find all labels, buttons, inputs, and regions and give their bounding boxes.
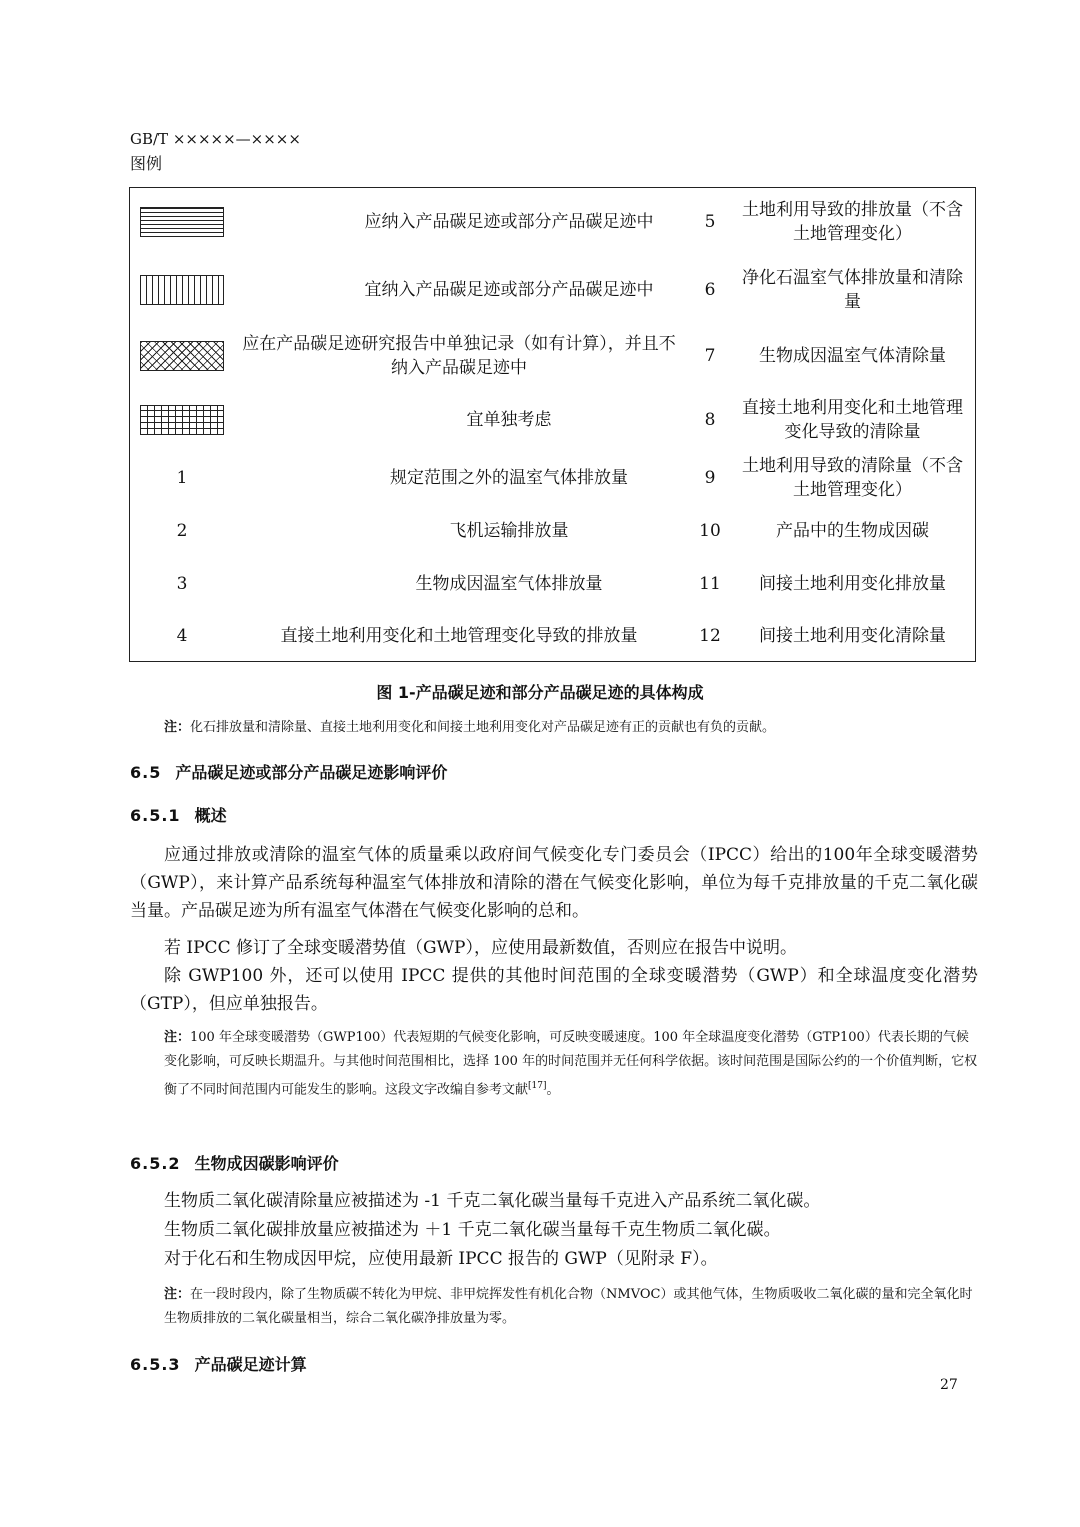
legend-right-text: 土地利用导致的清除量（不含土地管理变化） <box>742 456 963 500</box>
paragraph: 生物质二氧化碳排放量应被描述为 ＋1 千克二氧化碳当量每千克生物质二氧化碳。 <box>164 1220 781 1240</box>
section-number: 6.5.1 <box>130 806 181 825</box>
paragraph: 应通过排放或清除的温室气体的质量乘以政府间气候变化专门委员会（IPCC）给出的100年全球变暖潜势（GWP），来计算产品系统每种温室气体排放和清除的潜在气候变化影响，单位为每千克排放量的千克二氧化碳当量。产品碳足迹为所有温室气体潜在气候变化影响的总和。 <box>130 845 978 921</box>
standard-id: GB/T ×××××—×××× <box>130 130 301 148</box>
section-note <box>164 1026 978 1102</box>
note-label: 注： <box>164 720 191 735</box>
legend-title: 图例 <box>130 154 163 173</box>
legend-row <box>130 504 975 558</box>
grid-pattern-icon <box>140 405 224 435</box>
legend-number: 8 <box>704 410 716 430</box>
legend-description: 宜纳入产品碳足迹或部分产品碳足迹中 <box>364 280 654 300</box>
note-text: 100 年全球变暖潜势（GWP100）代表短期的气候变化影响，可反映变暖速度。100 年全球温度变化潜势（GTP100）代表长期的气候变化影响，可反映长期温升。与其他时间范围相比，选择 100 年的时间范围并无任何科学依据。该时间范围是国际公约的一个价值判断，它权衡了不同时间范围内可能发生的影响。这段文字改编自参考文献 <box>164 1030 978 1098</box>
note-label: 注： <box>164 1030 191 1045</box>
legend-row <box>130 324 975 388</box>
legend-number-text: 土地利用导致的排放量（不含土地管理变化） <box>742 200 963 244</box>
figure-note <box>164 716 984 735</box>
legend-left-text: 直接土地利用变化和土地管理变化导致的排放量 <box>280 626 638 646</box>
horizontal-lines-pattern-icon <box>140 207 224 237</box>
legend-number-text: 生物成因温室气体清除量 <box>759 346 946 366</box>
cross-hatch-pattern-icon <box>140 341 224 371</box>
section-title: 概述 <box>194 806 227 825</box>
legend-right-number: 12 <box>699 626 721 646</box>
legend-right-number: 9 <box>704 468 716 488</box>
paragraph: 对于化石和生物成因甲烷，应使用最新 IPCC 报告的 GWP（见附录 F）。 <box>164 1249 718 1269</box>
legend-row <box>130 388 975 452</box>
legend-row <box>130 452 975 504</box>
note-text: 在一段时段内，除了生物质碳不转化为甲烷、非甲烷挥发性有机化合物（NMVOC）或其他气体，生物质吸收二氧化碳的量和完全氧化时生物质排放的二氧化碳量相当，综合二氧化碳净排放量为零。 <box>164 1287 973 1326</box>
legend-right-text: 产品中的生物成因碳 <box>776 521 929 541</box>
legend-left-text: 生物成因温室气体排放量 <box>415 574 603 594</box>
legend-number: 6 <box>704 280 716 300</box>
section-number: 6.5.2 <box>130 1154 181 1173</box>
legend-row <box>130 558 975 610</box>
legend-description: 应纳入产品碳足迹或部分产品碳足迹中 <box>364 212 654 232</box>
legend-number-text: 净化石温室气体排放量和清除量 <box>742 268 963 312</box>
section-number: 6.5 <box>130 763 162 782</box>
section-heading <box>130 760 447 783</box>
legend-right-number: 11 <box>699 574 721 594</box>
legend-description: 宜单独考虑 <box>466 410 552 430</box>
paragraph: 除 GWP100 外，还可以使用 IPCC 提供的其他时间范围的全球变暖潜势（GWP）和全球温度变化潜势（GTP），但应单独报告。 <box>130 966 978 1014</box>
section-title: 产品碳足迹计算 <box>194 1355 307 1374</box>
legend-right-number: 10 <box>699 521 721 541</box>
note-label: 注： <box>164 1287 191 1302</box>
legend-row <box>130 256 975 324</box>
note-text: 化石排放量和清除量、直接土地利用变化和间接土地利用变化对产品碳足迹有正的贡献也有负的贡献。 <box>190 720 776 735</box>
legend-table <box>129 187 976 662</box>
section-heading <box>130 1151 339 1174</box>
legend-description: 应在产品碳足迹研究报告中单独记录（如有计算），并且不纳入产品碳足迹中 <box>242 334 676 378</box>
section-heading <box>130 1352 307 1375</box>
section-note <box>164 1283 978 1331</box>
legend-number: 7 <box>704 346 716 366</box>
legend-right-text: 间接土地利用变化清除量 <box>759 626 946 646</box>
paragraph: 若 IPCC 修订了全球变暖潜势值（GWP），应使用最新数值，否则应在报告中说明。 <box>164 938 797 958</box>
legend-left-text: 规定范围之外的温室气体排放量 <box>390 468 628 488</box>
legend-left-number: 4 <box>176 626 188 646</box>
legend-left-number: 3 <box>176 574 188 594</box>
legend-left-number: 2 <box>176 521 188 541</box>
page-number: 27 <box>940 1377 958 1393</box>
note-reference: [17] <box>528 1081 547 1091</box>
vertical-lines-pattern-icon <box>140 275 224 305</box>
section-number: 6.5.3 <box>130 1355 181 1374</box>
section-title: 产品碳足迹或部分产品碳足迹影响评价 <box>175 763 448 782</box>
section-heading <box>130 803 227 826</box>
paragraph: 生物质二氧化碳清除量应被描述为 -1 千克二氧化碳当量每千克进入产品系统二氧化碳。 <box>164 1191 821 1211</box>
legend-row <box>130 610 975 662</box>
note-end: 。 <box>546 1082 560 1098</box>
section-title: 生物成因碳影响评价 <box>194 1154 339 1173</box>
legend-right-text: 间接土地利用变化排放量 <box>759 574 946 594</box>
legend-left-number: 1 <box>176 468 188 488</box>
legend-number: 5 <box>704 212 716 232</box>
figure-caption: 图 1-产品碳足迹和部分产品碳足迹的具体构成 <box>376 683 704 702</box>
legend-row <box>130 188 975 256</box>
legend-left-text: 飞机运输排放量 <box>449 521 569 541</box>
legend-number-text: 直接土地利用变化和土地管理变化导致的清除量 <box>742 398 963 442</box>
